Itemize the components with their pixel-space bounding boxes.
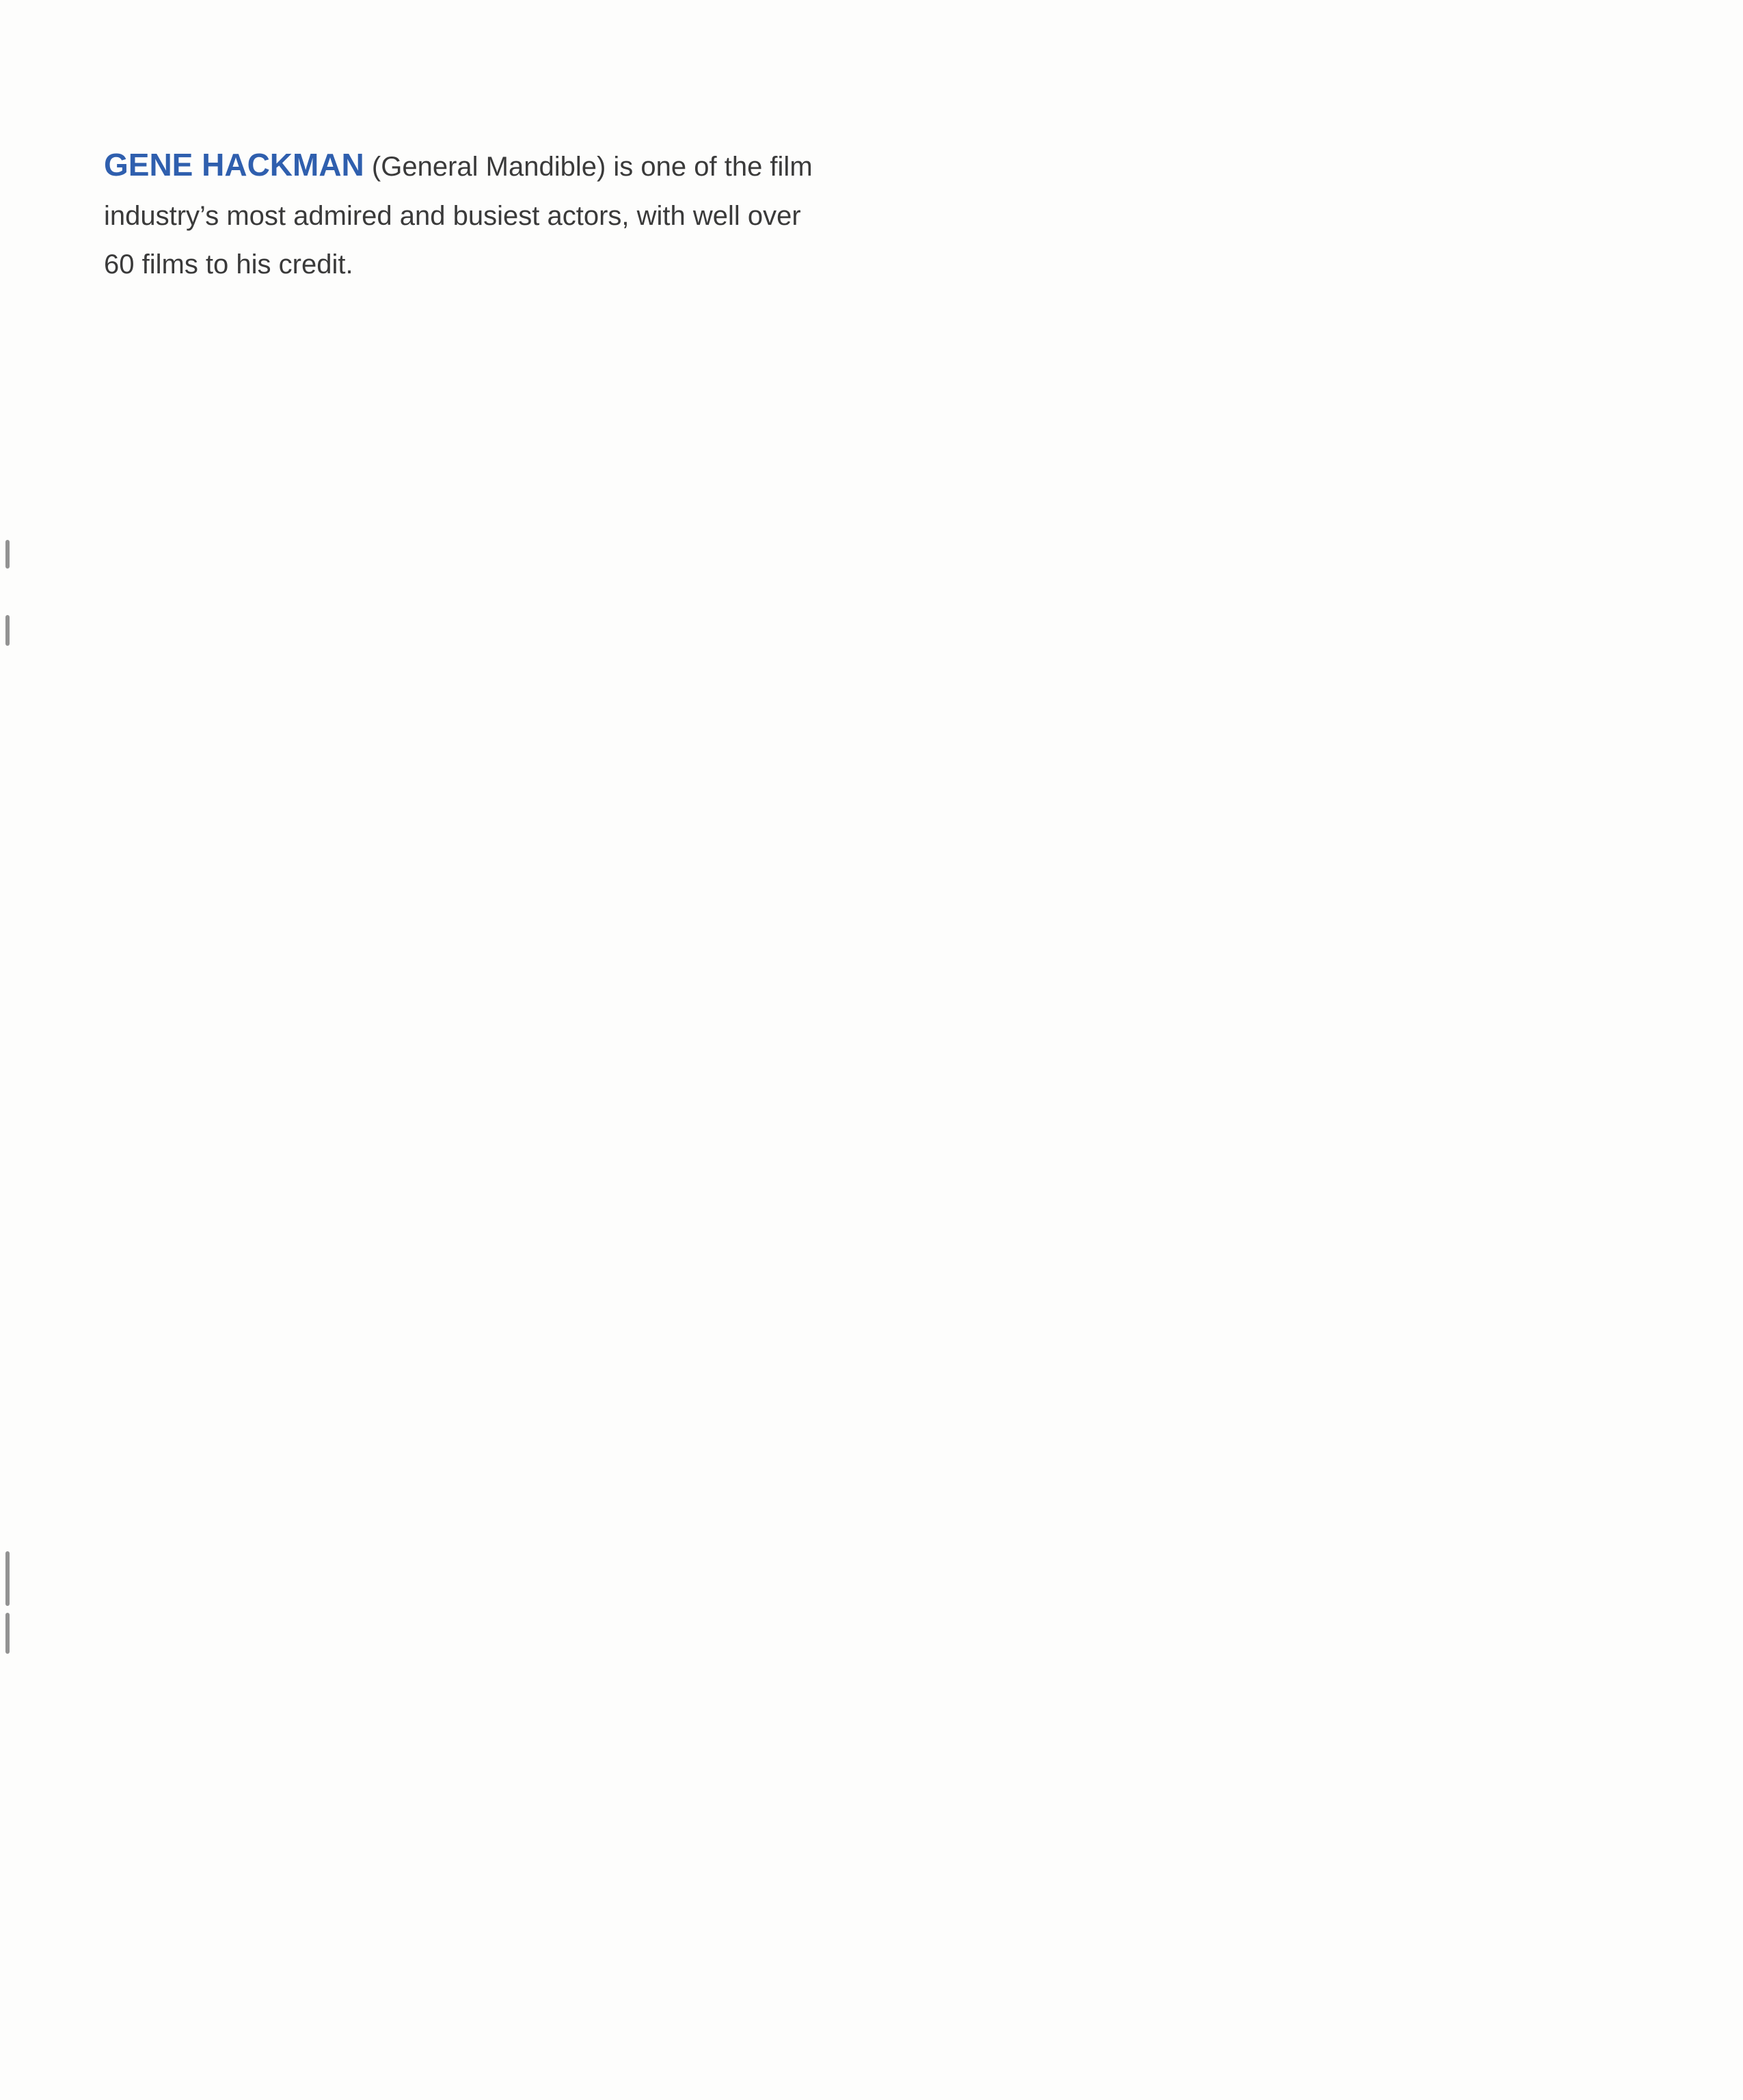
actor-name: GENE HACKMAN xyxy=(104,147,364,182)
left-column xyxy=(104,141,828,290)
binding-mark xyxy=(5,1551,10,1606)
binding-mark xyxy=(5,540,10,569)
bio-intro-text: (General Mandible) is one of the film industry’s most admired and busiest actors, with well over 60 films to his credit. xyxy=(104,152,813,279)
bio-gene-hackman xyxy=(104,141,828,290)
binding-mark xyxy=(5,1613,10,1654)
binding-mark xyxy=(5,615,10,646)
